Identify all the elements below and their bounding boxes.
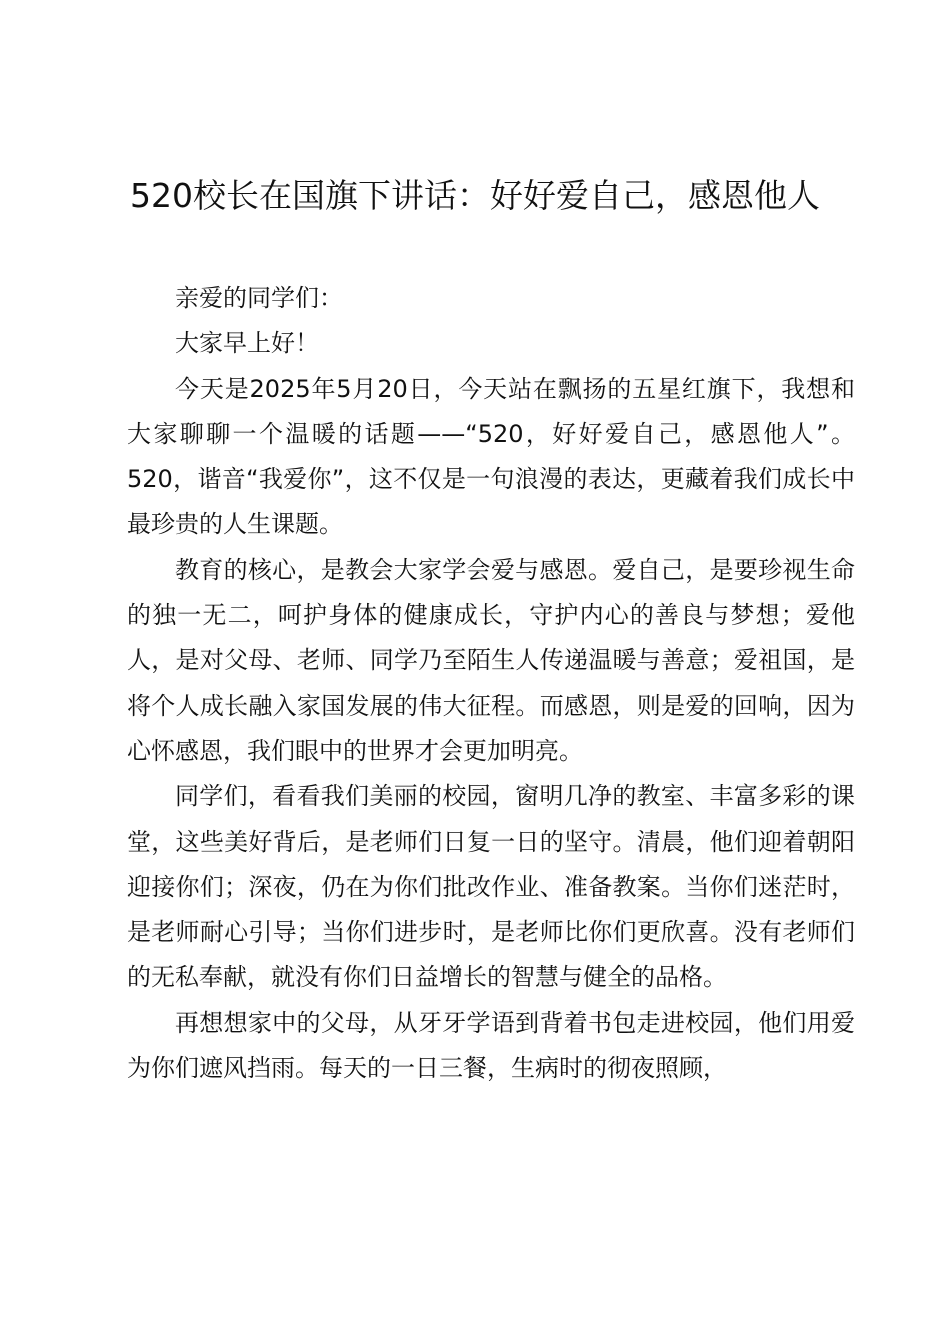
paragraph: 今天是2025年5月20日，今天站在飘扬的五星红旗下，我想和大家聊聊一个温暖的话题——“520，好好爱自己，感恩他人”。520，谐音“我爱你”，这不仅是一句浪漫的表达，更藏着我们成长中最珍贵的人生课题。 (127, 374, 855, 539)
document-body (127, 276, 855, 1091)
document-title: 520校长在国旗下讲话：好好爱自己，感恩他人 (130, 176, 820, 215)
paragraph: 同学们，看看我们美丽的校园，窗明几净的教室、丰富多彩的课堂，这些美好背后，是老师们日复一日的坚守。清晨，他们迎着朝阳迎接你们；深夜，仍在为你们批改作业、准备教案。当你们迷茫时，是老师耐心引导；当你们进步时，是老师比你们更欣喜。没有老师们的无私奉献，就没有你们日益增长的智慧与健全的品格。 (127, 782, 855, 992)
paragraph: 再想想家中的父母，从牙牙学语到背着书包走进校园，他们用爱为你们遮风挡雨。每天的一日三餐，生病时的彻夜照顾， (127, 1008, 855, 1083)
greeting: 大家早上好！ (175, 329, 319, 358)
paragraph: 教育的核心，是教会大家学会爱与感恩。爱自己，是要珍视生命的独一无二，呵护身体的健康成长，守护内心的善良与梦想；爱他人，是对父母、老师、同学乃至陌生人传递温暖与善意；爱祖国，是将个人成长融入家国发展的伟大征程。而感恩，则是爱的回响，因为心怀感恩，我们眼中的世界才会更加明亮。 (127, 555, 855, 765)
salutation: 亲爱的同学们： (175, 284, 343, 312)
